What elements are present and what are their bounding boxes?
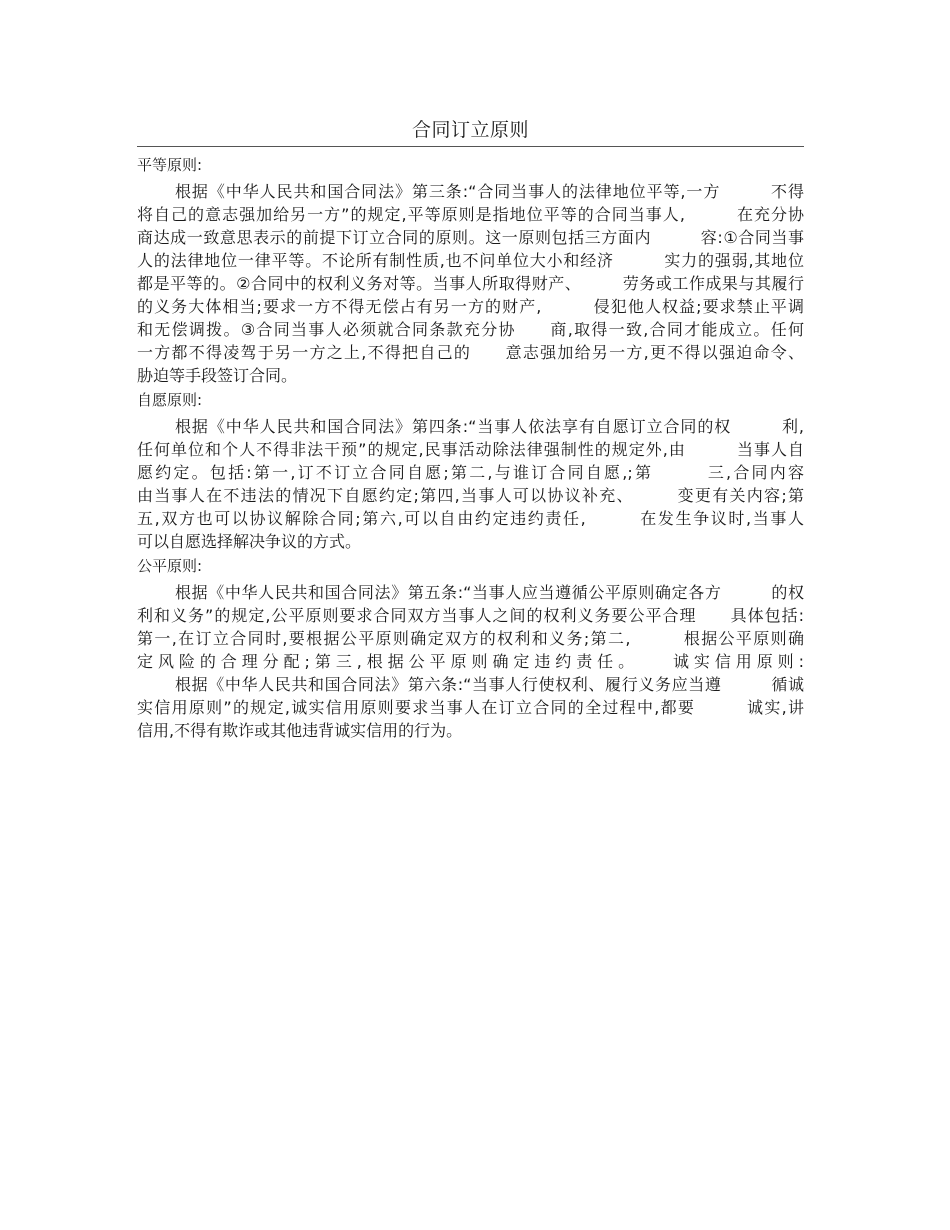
paragraph-line: 都是平等的。②合同中的权利义务对等。当事人所取得财产、 劳务或工作成果与其履行 — [137, 274, 804, 293]
section-voluntary — [137, 386, 804, 552]
section-paragraph — [137, 179, 804, 386]
paragraph-line: 胁迫等手段签订合同。 — [137, 366, 298, 385]
section-paragraph — [137, 414, 804, 552]
paragraph-line: 愿约定。包括:第一,订不订立合同自愿;第二,与谁订合同自愿,;第 三,合同内容 — [137, 463, 804, 482]
paragraph-line: 可以自愿选择解决争议的方式。 — [137, 532, 362, 551]
section-paragraph — [137, 672, 804, 741]
paragraph-line: 由当事人在不违法的情况下自愿约定;第四,当事人可以协议补充、 变更有关内容;第 — [137, 486, 804, 505]
section-fairness — [137, 552, 804, 672]
document-title: 合同订立原则 — [411, 119, 529, 141]
paragraph-line: 实信用原则”的规定,诚实信用原则要求当事人在订立合同的全过程中,都要 诚实,讲 — [137, 698, 804, 717]
title-divider — [137, 146, 804, 147]
paragraph-line: 人的法律地位一律平等。不论所有制性质,也不问单位大小和经济 实力的强弱,其地位 — [137, 251, 804, 270]
paragraph-line: 根据《中华人民共和国合同法》第六条:“当事人行使权利、履行义务应当遵 循诚 — [175, 675, 804, 694]
section-good-faith — [137, 672, 804, 741]
paragraph-line: 信用,不得有欺诈或其他违背诚实信用的行为。 — [137, 721, 463, 740]
paragraph-line: 定风险的合理分配;第三,根据公平原则确定违约责任。 诚实信用原则: — [137, 652, 804, 671]
section-heading: 平等原则: — [137, 156, 203, 174]
section-equality — [137, 151, 804, 386]
section-paragraph — [137, 580, 804, 672]
paragraph-line: 根据《中华人民共和国合同法》第五条:“当事人应当遵循公平原则确定各方 的权 — [175, 583, 804, 602]
paragraph-line: 商达成一致意思表示的前提下订立合同的原则。这一原则包括三方面内 容:①合同当事 — [137, 228, 804, 247]
paragraph-line: 一方都不得凌驾于另一方之上,不得把自己的 意志强加给另一方,更不得以强迫命令、 — [137, 343, 804, 362]
paragraph-line: 的义务大体相当;要求一方不得无偿占有另一方的财产, 侵犯他人权益;要求禁止平调 — [137, 297, 804, 316]
paragraph-line: 根据《中华人民共和国合同法》第三条:“合同当事人的法律地位平等,一方 不得 — [175, 182, 804, 201]
paragraph-line: 任何单位和个人不得非法干预”的规定,民事活动除法律强制性的规定外,由 当事人自 — [137, 440, 804, 459]
paragraph-line: 和无偿调拨。③合同当事人必须就合同条款充分协 商,取得一致,合同才能成立。任何 — [137, 320, 804, 339]
document-page — [137, 116, 804, 741]
paragraph-line: 将自己的意志强加给另一方”的规定,平等原则是指地位平等的合同当事人, 在充分协 — [137, 205, 804, 224]
paragraph-line: 第一,在订立合同时,要根据公平原则确定双方的权利和义务;第二, 根据公平原则确 — [137, 629, 804, 648]
paragraph-line: 五,双方也可以协议解除合同;第六,可以自由约定违约责任, 在发生争议时,当事人 — [137, 509, 804, 528]
section-heading: 公平原则: — [137, 557, 203, 575]
paragraph-line: 利和义务”的规定,公平原则要求合同双方当事人之间的权利义务要公平合理 具体包括: — [137, 606, 804, 625]
section-heading: 自愿原则: — [137, 391, 203, 409]
paragraph-line: 根据《中华人民共和国合同法》第四条:“当事人依法享有自愿订立合同的权 利, — [175, 417, 804, 436]
